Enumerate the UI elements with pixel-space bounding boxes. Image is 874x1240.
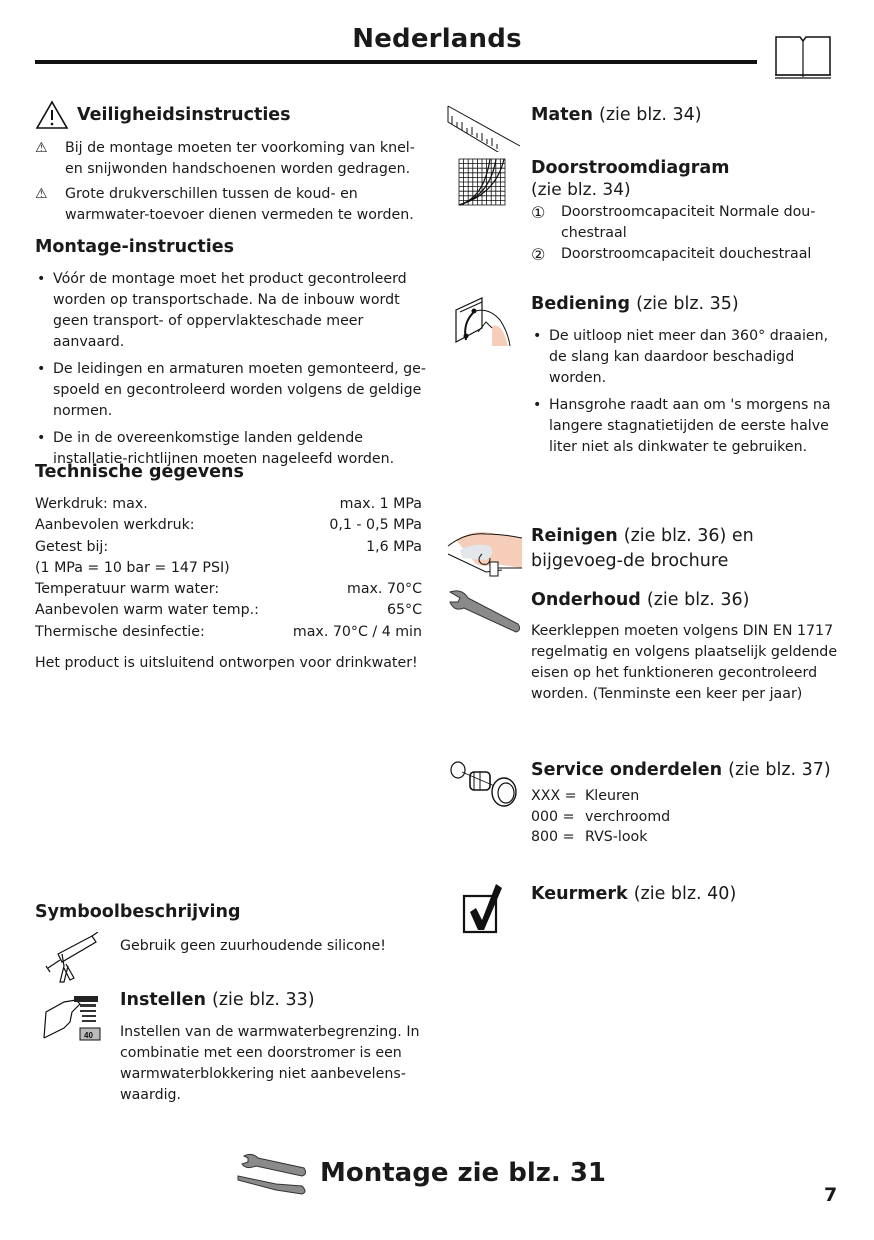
- operation-title: Bediening: [531, 294, 631, 314]
- tools-icon: [236, 1150, 308, 1196]
- drinkwater-note: Het product is uitsluitend ontworpen voor drinkwater!: [35, 655, 418, 672]
- warning-small-icon: ⚠: [35, 140, 48, 156]
- safety-title: Veiligheidsinstructies: [77, 105, 291, 125]
- maintenance-section: [531, 590, 841, 705]
- safety-item: ⚠ Grote drukverschillen tussen de koud- en warmwater-toevoer dienen vermeden te worden.: [35, 184, 427, 226]
- service-row: 000 = verchroomd: [531, 808, 671, 825]
- adjust-text: Instellen van de warmwaterbegrenzing. In combinatie met een doorstromer is een warmwaterblokkering niet aanbevelens-waardig.: [120, 1024, 420, 1103]
- tech-table: [35, 494, 422, 643]
- tech-row: (1 MPa = 10 bar = 147 PSI): [35, 559, 230, 576]
- warning-small-icon: ⚠: [35, 186, 48, 202]
- mounting-title: Montage-instructies: [35, 237, 235, 257]
- adjust-ref: (zie blz. 33): [212, 990, 315, 1010]
- tech-row: Aanbevolen warm water temp.: 65°C: [35, 602, 422, 619]
- tech-row: Getest bij: 1,6 MPa: [35, 538, 422, 555]
- operation-ref: (zie blz. 35): [636, 294, 739, 314]
- operation-item: • De uitloop niet meer dan 360° draaien, de slang kan daardoor beschadigd worden.: [531, 326, 831, 389]
- certification-ref: (zie blz. 40): [633, 884, 737, 904]
- mounting-item: • De leidingen en armaturen moeten gemonteerd, ge-spoeld en gecontroleerd worden volgens de geldige normen.: [35, 359, 427, 422]
- svg-text:40: 40: [84, 1031, 93, 1040]
- safety-section: [35, 100, 427, 226]
- mounting-reference: Montage zie blz. 31: [320, 1158, 607, 1188]
- service-parts-icon: [448, 760, 520, 810]
- tech-row: Werkdruk: max. max. 1 MPa: [35, 496, 422, 512]
- flow-ref: (zie blz. 34): [531, 180, 631, 200]
- checkbox-check-icon: [462, 880, 506, 936]
- tech-section: [35, 462, 422, 674]
- cleaning-ref: (zie blz. 36) en bijgevoeg-de brochure: [531, 526, 754, 571]
- safety-item: ⚠ Bij de montage moeten ter voorkoming van knel- en snijwonden handschoenen worden gedragen.: [35, 138, 427, 180]
- wrench-icon: [446, 588, 522, 638]
- maintenance-text: Keerkleppen moeten volgens DIN EN 1717 regelmatig en volgens plaatselijk geldende eisen op het funktioneren gecontroleerd worden. (Tenminste een keer per jaar): [531, 623, 838, 702]
- title-rule: [35, 60, 757, 64]
- cleaning-heading: [531, 524, 841, 574]
- dimensions-ref: (zie blz. 34): [599, 105, 702, 125]
- silicone-gun-icon: [40, 932, 100, 988]
- dimensions-heading: [531, 105, 702, 125]
- mounting-item: • Vóór de montage moet het product gecontroleerd worden op transportschade. Na de inbouw wordt geen transport- of oppervlakteschade meer aanvaard.: [35, 269, 427, 353]
- maintenance-ref: (zie blz. 36): [646, 590, 750, 610]
- tech-row: Aanbevolen werkdruk: 0,1 - 0,5 MPa: [35, 517, 422, 534]
- mounting-section: [35, 237, 427, 476]
- page-number: 7: [824, 1184, 838, 1206]
- service-section: [531, 760, 841, 848]
- tech-title: Technische gegevens: [35, 462, 244, 482]
- service-row: 800 = RVS-look: [531, 829, 648, 845]
- flow-section: [531, 158, 831, 265]
- certification-heading: [531, 884, 736, 904]
- silicone-warning: Gebruik geen zuurhoudende silicone!: [120, 938, 386, 954]
- flow-item: ② Doorstroomcapaciteit douchestraal: [531, 245, 812, 264]
- adjust-hand-icon: [40, 990, 104, 1046]
- warning-triangle-icon: [35, 100, 69, 130]
- flow-title: Doorstroomdiagram: [531, 158, 730, 178]
- operation-item: • Hansgrohe raadt aan om 's morgens na langere stagnatietijden de eerste halve liter niet als dinkwater te gebruiken.: [531, 395, 831, 458]
- operation-hand-icon: [452, 292, 514, 346]
- certification-title: Keurmerk: [531, 884, 628, 904]
- symbols-title: Symboolbeschrijving: [35, 902, 241, 922]
- adjust-section: [120, 990, 420, 1106]
- tech-row: Temperatuur warm water: max. 70°C: [35, 581, 422, 598]
- page-title: Nederlands: [352, 24, 522, 54]
- maintenance-title: Onderhoud: [531, 590, 641, 610]
- ruler-icon: [446, 102, 522, 152]
- cleaning-title: Reinigen: [531, 526, 618, 546]
- adjust-title: Instellen: [120, 990, 206, 1010]
- cleaning-hand-icon: [446, 524, 522, 580]
- flow-diagram-icon: [458, 158, 508, 208]
- open-book-icon: [774, 35, 832, 81]
- flow-item: ① Doorstroomcapaciteit Normale dou-chestraal: [531, 203, 816, 241]
- service-row: XXX = Kleuren: [531, 788, 640, 804]
- tech-row: Thermische desinfectie: max. 70°C / 4 min: [35, 623, 422, 640]
- dimensions-title: Maten: [531, 105, 593, 125]
- service-ref: (zie blz. 37): [728, 760, 831, 780]
- operation-section: [531, 294, 831, 464]
- service-title: Service onderdelen: [531, 760, 723, 780]
- mounting-item: • De in de overeenkomstige landen geldende installatie-richtlijnen moeten nageleefd worden.: [35, 428, 427, 470]
